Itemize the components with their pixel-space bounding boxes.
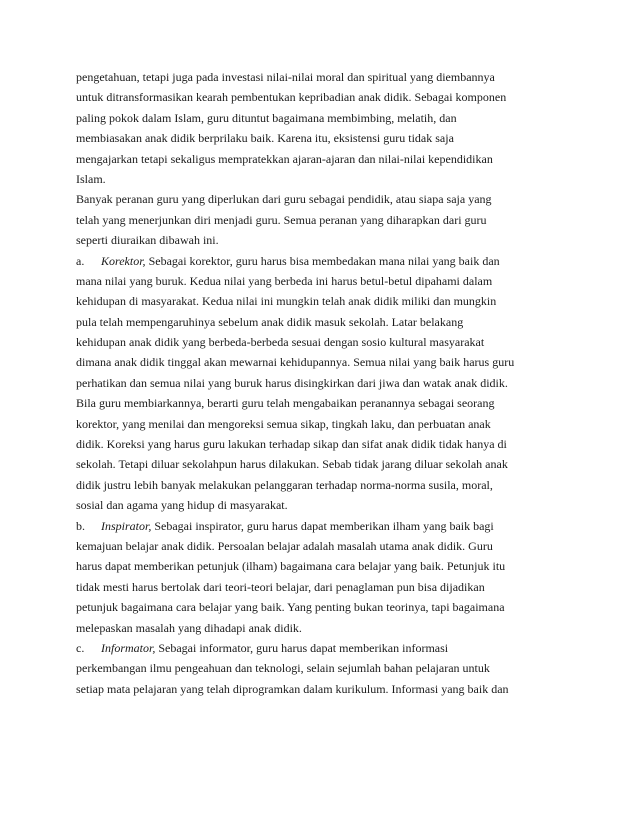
text-line: tidak mesti harus bertolak dari teori-teori belajar, dari penaglaman pun bisa dijadikan — [76, 579, 485, 594]
text-line: kehidupan anak didik yang berbeda-berbeda sesuai dengan sosio kultural masyarakat — [76, 335, 485, 350]
text-line: pengetahuan, tetapi juga pada investasi nilai-nilai moral dan spiritual yang diembannya — [76, 70, 495, 84]
document-body — [76, 67, 576, 699]
text-line: seperti diuraikan dibawah ini. — [76, 233, 219, 248]
list-item-term: Informator, — [101, 640, 156, 655]
list-marker: c. — [76, 640, 85, 655]
paragraph-roles-intro — [76, 189, 576, 250]
list-item-first-line — [76, 516, 576, 536]
list-marker: a. — [76, 253, 85, 268]
list-item-term: Korektor, — [101, 253, 146, 268]
list-item-first-line — [76, 251, 576, 271]
text-line: pula telah mempengaruhinya sebelum anak didik masuk sekolah. Latar belakang — [76, 314, 464, 329]
text-line: petunjuk bagaimana cara belajar yang baik. Yang penting bukan teorinya, tapi bagaimana — [76, 600, 505, 615]
text-line: Banyak peranan guru yang diperlukan dari guru sebagai pendidik, atau siapa saja yang — [76, 192, 492, 207]
text-line: kemajuan belajar anak didik. Persoalan belajar adalah masalah utama anak didik. Guru — [76, 538, 493, 553]
text-line: harus dapat memberikan petunjuk (ilham) bagaimana cara belajar yang baik. Petunjuk itu — [76, 559, 506, 574]
list-marker: b. — [76, 518, 85, 533]
text-line: membiasakan anak didik berprilaku baik. Karena itu, eksistensi guru tidak saja — [76, 131, 454, 146]
text-line: perhatikan dan semua nilai yang buruk harus disingkirkan dari jiwa dan watak anak didik. — [76, 375, 508, 390]
paragraph-intro — [76, 67, 576, 189]
text-line: Islam. — [76, 171, 106, 186]
text-line: paling pokok dalam Islam, guru dituntut bagaimana membimbing, melatih, dan — [76, 110, 457, 125]
list-item-text: Sebagai korektor, guru harus bisa membedakan mana nilai yang baik dan — [145, 253, 500, 268]
list-item-inspirator — [76, 516, 576, 638]
list-item-informator — [76, 638, 576, 699]
text-line: telah yang menerjunkan diri menjadi guru. Semua peranan yang diharapkan dari guru — [76, 212, 487, 227]
text-line: sekolah. Tetapi diluar sekolahpun harus dilakukan. Sebab tidak jarang diluar sekolah anak — [76, 457, 508, 472]
text-line: dimana anak didik tinggal akan mewarnai kehidupannya. Semua nilai yang baik harus guru — [76, 355, 515, 370]
text-line: mana nilai yang buruk. Kedua nilai yang berbeda ini harus betul-betul dipahami dalam — [76, 273, 493, 288]
list-item-text: Sebagai informator, guru harus dapat memberikan informasi — [155, 640, 449, 655]
list-item-text: Sebagai inspirator, guru harus dapat memberikan ilham yang baik bagi — [151, 518, 494, 533]
text-line: didik. Koreksi yang harus guru lakukan terhadap sikap dan sifat anak didik tidak hanya di — [76, 437, 507, 452]
text-line: melepaskan masalah yang dihadapi anak didik. — [76, 620, 302, 635]
text-line: perkembangan ilmu pengeahuan dan teknologi, selain sejumlah bahan pelajaran untuk — [76, 661, 490, 676]
text-line: didik justru lebih banyak melakukan pelanggaran terhadap norma-norma susila, moral, — [76, 477, 493, 492]
text-line: setiap mata pelajaran yang telah diprogramkan dalam kurikulum. Informasi yang baik dan — [76, 681, 509, 696]
text-line: Bila guru membiarkannya, berarti guru telah mengabaikan peranannya sebagai seorang — [76, 396, 495, 411]
list-item-korektor — [76, 251, 576, 516]
text-line: mengajarkan tetapi sekaligus mempratekkan ajaran-ajaran dan nilai-nilai kependidikan — [76, 151, 493, 166]
list-item-term: Inspirator, — [101, 518, 152, 533]
text-line: korektor, yang menilai dan mengoreksi semua sikap, tingkah laku, dan perbuatan anak — [76, 416, 491, 431]
text-line: untuk ditransformasikan kearah pembentukan kepribadian anak didik. Sebagai komponen — [76, 90, 507, 105]
list-item-first-line — [76, 638, 576, 658]
text-line: kehidupan di masyarakat. Kedua nilai ini mungkin telah anak didik miliki dan mungkin — [76, 294, 497, 309]
text-line: sosial dan agama yang hidup di masyarakat. — [76, 498, 288, 513]
